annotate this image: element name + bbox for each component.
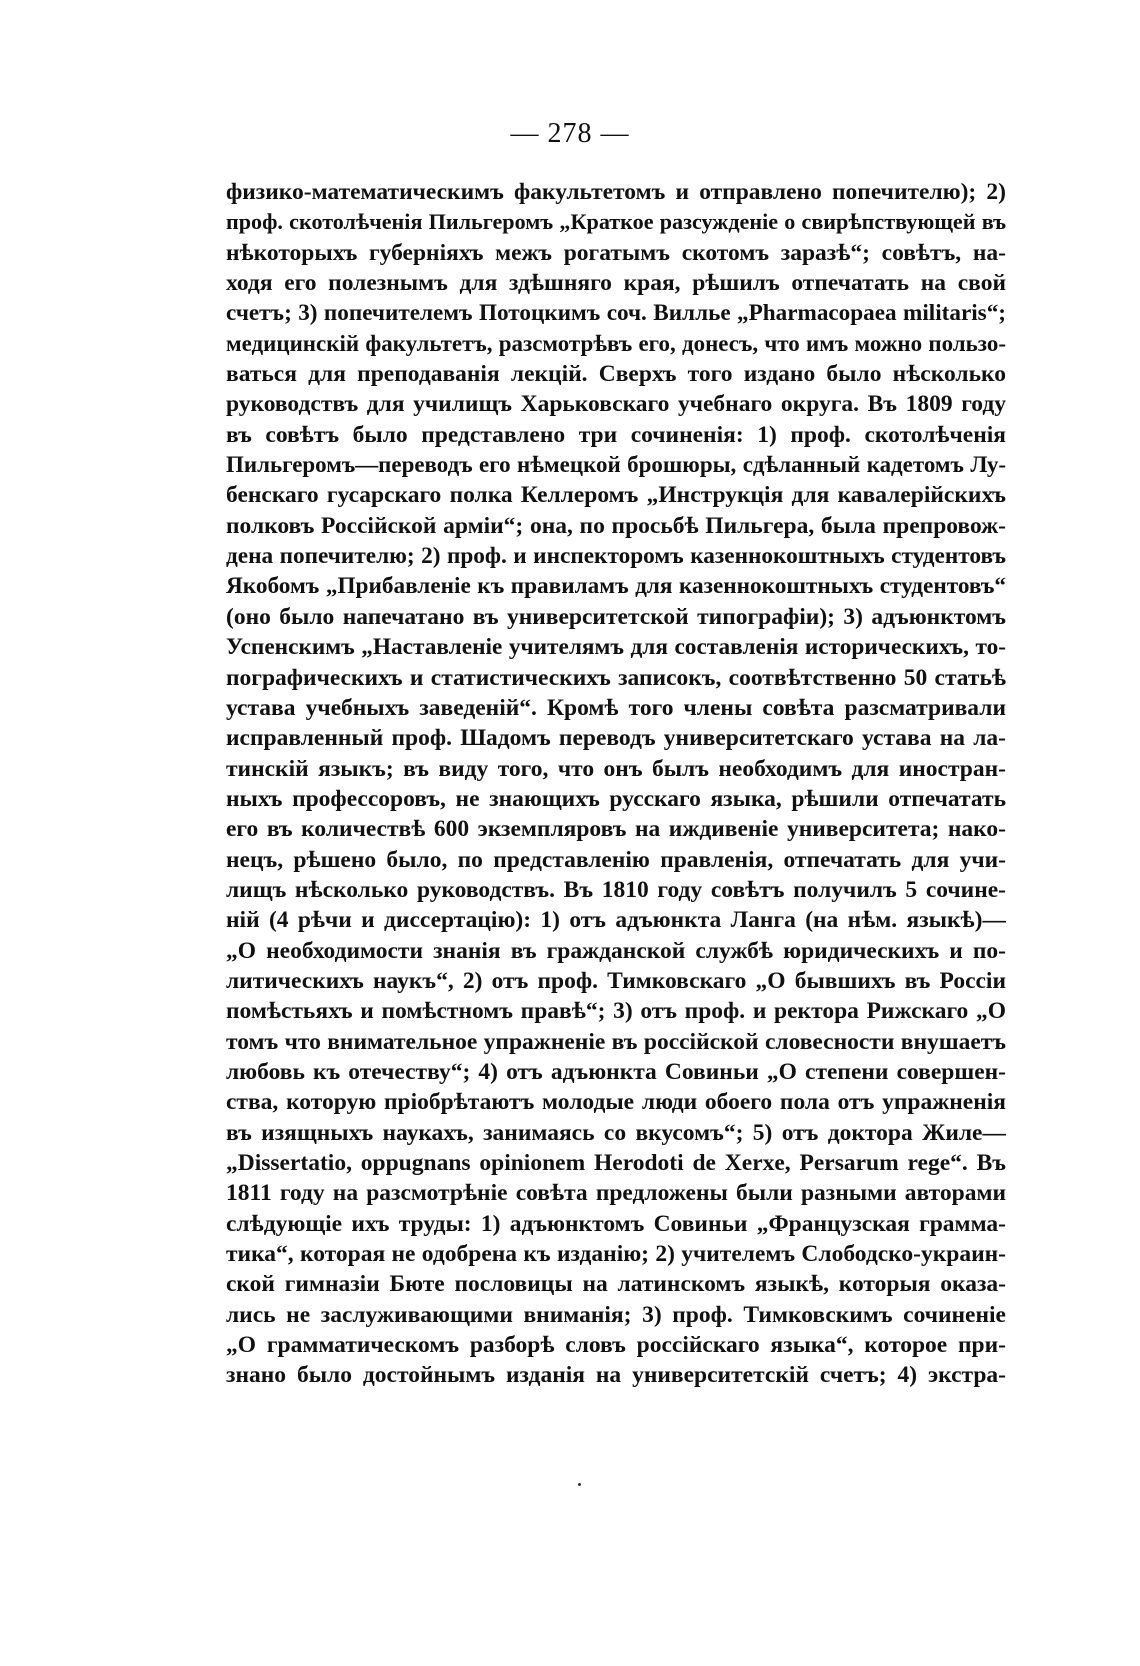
text-line: литическихъ наукъ“, 2) отъ проф. Тимковскаго „О бывшихъ въ Россіи — [226, 967, 1006, 994]
text-line: медицинскій факультетъ, разсмотрѣвъ его, донесъ, что имъ можно пользо- — [226, 330, 1006, 356]
text-line: въ совѣтъ было представлено три сочиненія: 1) проф. скотолѣченія — [226, 421, 1006, 448]
text-line: знано было достойнымъ изданія на университетскій счетъ; 4) экстра- — [226, 1362, 1006, 1389]
text-line: лищъ нѣсколько руководствъ. Въ 1810 году совѣтъ получилъ 5 сочине- — [226, 876, 1006, 903]
body-text — [226, 177, 1006, 1391]
text-line: дена попечителю; 2) проф. и инспекторомъ казеннокоштныхъ студентовъ — [226, 543, 1006, 570]
text-line: ній (4 рѣчи и диссертацію): 1) отъ адъюнкта Ланга (на нѣм. языкѣ)— — [226, 907, 1006, 934]
text-line: въ изящныхъ наукахъ, занимаясь со вкусомъ“; 5) отъ доктора Жиле— — [226, 1119, 1006, 1146]
text-line: любовь къ отечеству“; 4) отъ адъюнкта Совиньи „О степени совершен- — [226, 1058, 1006, 1085]
text-line: физико-математическимъ факультетомъ и отправлено попечителю); 2) — [226, 179, 1006, 205]
text-line: помѣстьяхъ и помѣстномъ правѣ“; 3) отъ проф. и ректора Рижскаго „О — [226, 998, 1006, 1025]
text-line: Якобомъ „Прибавленіе къ правиламъ для казеннокоштныхъ студентовъ“ — [226, 573, 1006, 600]
text-line: его въ количествѣ 600 экземпляровъ на иждивеніе университета; нако- — [226, 816, 1006, 843]
text-line: устава учебныхъ заведеній“. Кромѣ того члены совѣта разсматривали — [226, 694, 1006, 721]
text-line: ваться для преподаванія лекцій. Сверхъ того издано было нѣсколько — [226, 361, 1006, 388]
text-line: слѣдующіе ихъ труды: 1) адъюнктомъ Совиньи „Французская грамма- — [226, 1210, 1006, 1237]
text-line: проф. скотолѣченія Пильгеромъ „Краткое разсужденіе о свирѣпствующей въ — [226, 209, 1006, 235]
text-line: ходя его полезнымъ для здѣшняго края, рѣшилъ отпечатать на свой — [226, 270, 1006, 297]
text-line: тика“, которая не одобрена къ изданію; 2) учителемъ Слободско-украин- — [226, 1241, 1006, 1268]
text-line: пографическихъ и статистическихъ записокъ, соотвѣтственно 50 статьѣ — [226, 664, 1006, 691]
text-line: счетъ; 3) попечителемъ Потоцкимъ соч. Виллье „Pharmacopaea militaris“; — [226, 300, 1006, 327]
text-line: ства, которую пріобрѣтаютъ молодые люди обоего пола отъ упражненія — [226, 1089, 1006, 1116]
text-line: „Dissertatio, oppugnans opinionem Herodoti de Xerxe, Persarum rege“. Въ — [226, 1150, 1006, 1176]
page-number: — 278 — — [510, 118, 630, 149]
text-line: „О необходимости знанія въ гражданской службѣ юридическихъ и по- — [226, 937, 1006, 964]
text-line: тинскій языкъ; въ виду того, что онъ былъ необходимъ для иностран- — [226, 755, 1006, 782]
text-line: исправленный проф. Шадомъ переводъ университетскаго устава на ла- — [226, 725, 1006, 752]
text-line: бенскаго гусарскаго полка Келлеромъ „Инструкція для кавалерійскихъ — [226, 482, 1006, 509]
text-line: томъ что внимательное упражненіе въ россійской словесности внушаетъ — [226, 1028, 1006, 1055]
text-line: нецъ, рѣшено было, по представленію правленія, отпечатать для учи- — [226, 846, 1006, 873]
text-line: полковъ Россійской арміи“; она, по просьбѣ Пильгера, была препровож- — [226, 512, 1006, 539]
text-line: ской гимназіи Бюте пословицы на латинскомъ языкѣ, которыя оказа- — [226, 1271, 1006, 1298]
text-line: Успенскимъ „Наставленіе учителямъ для составленія историческихъ, то- — [226, 634, 1006, 661]
text-line: (оно было напечатано въ университетской типографіи); 3) адъюнктомъ — [226, 603, 1006, 630]
text-line: 1811 году на разсмотрѣніе совѣта предложены были разными авторами — [226, 1180, 1006, 1207]
text-line: ныхъ профессоровъ, не знающихъ русскаго языка, рѣшили отпечатать — [226, 785, 1006, 812]
text-line: Пильгеромъ—переводъ его нѣмецкой брошюры, сдѣланный кадетомъ Лу- — [226, 452, 1006, 478]
text-line: руководствъ для училищъ Харьковскаго учебнаго округа. Въ 1809 году — [226, 391, 1006, 418]
text-line: нѣкоторыхъ губерніяхъ межъ рогатымъ скотомъ заразѣ“; совѣтъ, на- — [226, 239, 1006, 266]
text-line: лись не заслуживающими вниманія; 3) проф. Тимковскимъ сочиненіе — [226, 1301, 1006, 1328]
print-speck — [578, 1483, 581, 1486]
text-line: „О грамматическомъ разборѣ словъ россійскаго языка“, которое при- — [226, 1332, 1006, 1359]
